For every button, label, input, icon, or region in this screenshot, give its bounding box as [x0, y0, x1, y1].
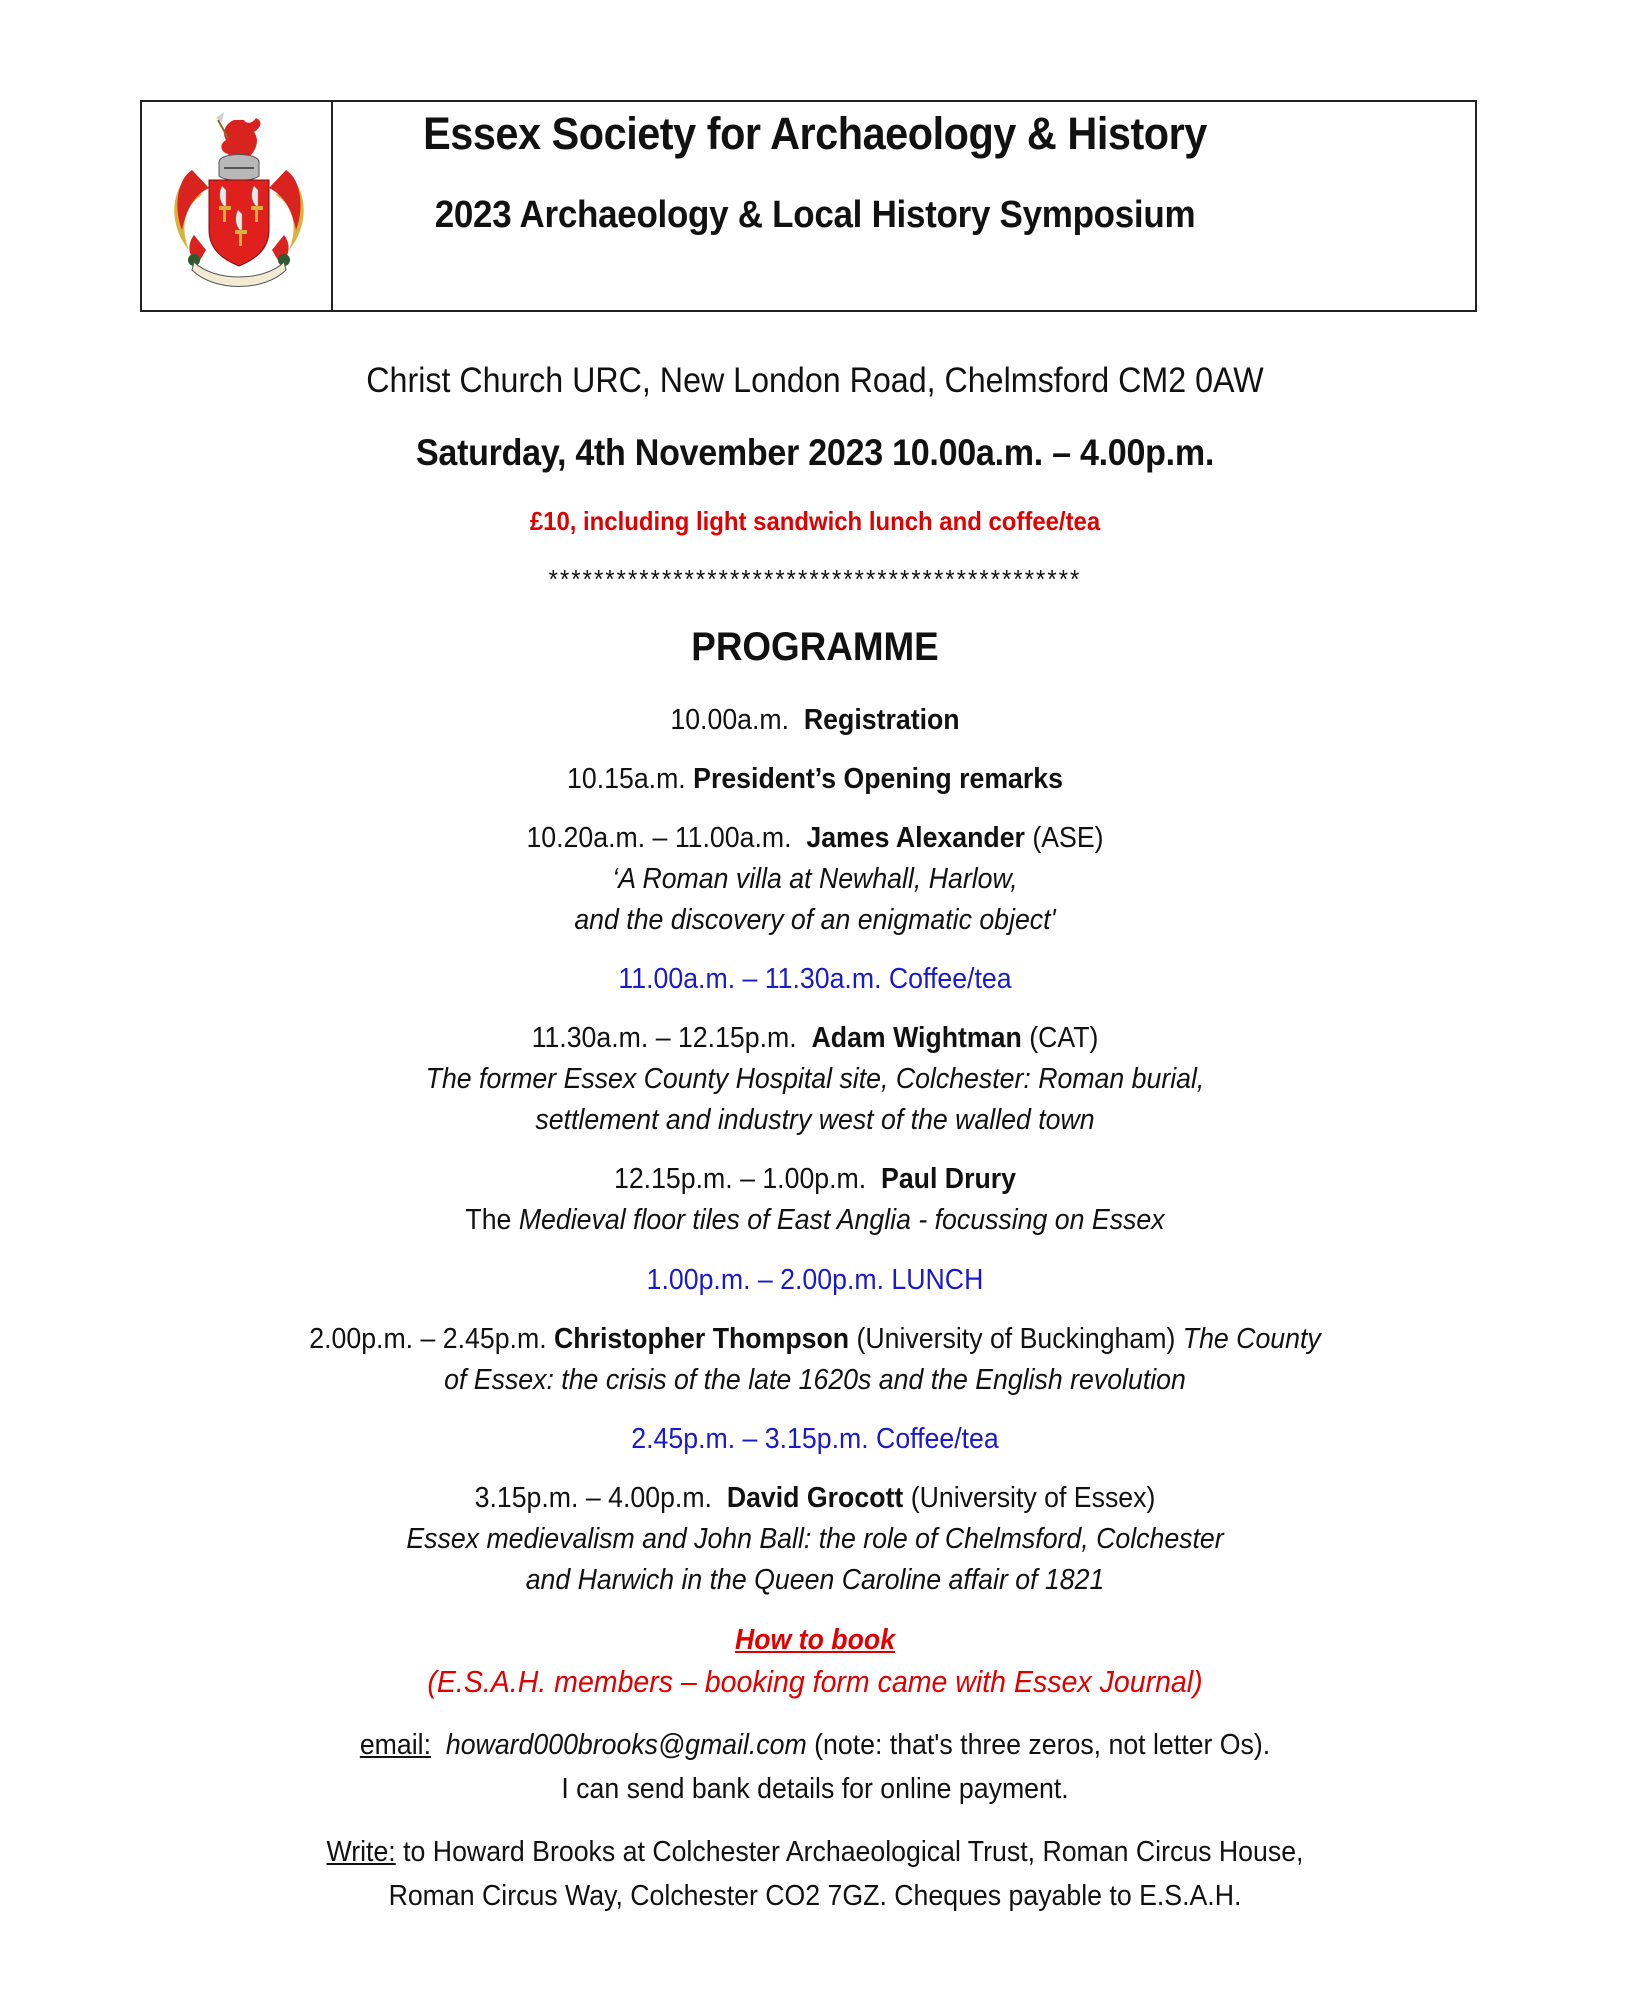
break-item: 11.00a.m. – 11.30a.m. Coffee/tea — [618, 963, 1012, 995]
bank-note: I can send bank details for online payment. — [561, 1773, 1069, 1805]
programme-item — [65, 704, 1565, 737]
programme-item — [65, 1482, 1565, 1515]
org-title: Essex Society for Archaeology & History — [423, 108, 1207, 159]
item-title: President’s Opening remarks — [693, 763, 1063, 795]
talk-line — [65, 1204, 1565, 1237]
talk-title: Medieval floor tiles of East Anglia - focussing on Essex — [518, 1204, 1165, 1236]
price: £10, including light sandwich lunch and coffee/tea — [529, 506, 1101, 536]
members-note: (E.S.A.H. members – booking form came with Essex Journal) — [427, 1664, 1203, 1699]
item-title: Registration — [803, 704, 960, 736]
how-to-book-heading: How to book — [734, 1624, 896, 1656]
speaker-affiliation: (CAT) — [1029, 1022, 1099, 1054]
break-item: 2.45p.m. – 3.15p.m. Coffee/tea — [631, 1423, 999, 1455]
email-address[interactable]: howard000brooks@gmail.com — [445, 1729, 807, 1761]
programme-item — [65, 763, 1565, 796]
talk-title: The County — [1182, 1323, 1321, 1355]
talk-title: The former Essex County Hospital site, Colchester: Roman burial, — [425, 1063, 1205, 1095]
email-line — [65, 1729, 1565, 1762]
talk-title: settlement and industry west of the walled town — [535, 1104, 1095, 1136]
talk-prefix: The — [465, 1204, 512, 1236]
item-time: 10.15a.m. — [567, 763, 686, 795]
item-time: 10.00a.m. — [670, 704, 790, 736]
speaker-name: James Alexander — [806, 822, 1025, 854]
programme-heading: PROGRAMME — [691, 625, 939, 669]
talk-title: Essex medievalism and John Ball: the role of Chelmsford, Colchester — [406, 1523, 1224, 1555]
talk-title: ‘A Roman villa at Newhall, Harlow, — [612, 863, 1018, 895]
item-time: 12.15p.m. – 1.00p.m. — [613, 1163, 867, 1195]
email-label: email: — [359, 1729, 432, 1761]
speaker-name: Adam Wightman — [811, 1022, 1022, 1054]
speaker-name: David Grocott — [726, 1482, 904, 1514]
item-time: 10.20a.m. – 11.00a.m. — [526, 822, 792, 854]
item-time: 11.30a.m. – 12.15p.m. — [531, 1022, 797, 1054]
programme-item — [65, 1323, 1565, 1356]
speaker-name: Christopher Thompson — [554, 1323, 850, 1355]
programme-item — [65, 1163, 1565, 1196]
date-time: Saturday, 4th November 2023 10.00a.m. – 4.00p.m. — [415, 432, 1215, 473]
speaker-affiliation: (ASE) — [1032, 822, 1104, 854]
event-title: 2023 Archaeology & Local History Symposium — [434, 194, 1196, 236]
email-note: (note: that's three zeros, not letter Os). — [814, 1729, 1271, 1761]
talk-title: and Harwich in the Queen Caroline affair of 1821 — [525, 1564, 1105, 1596]
item-time: 2.00p.m. – 2.45p.m. — [309, 1323, 547, 1355]
talk-title: and the discovery of an enigmatic object' — [574, 904, 1056, 936]
speaker-affiliation: (University of Essex) — [910, 1482, 1156, 1514]
write-line — [65, 1836, 1565, 1869]
item-time: 3.15p.m. – 4.00p.m. — [474, 1482, 712, 1514]
write-address-2: Roman Circus Way, Colchester CO2 7GZ. Cheques payable to E.S.A.H. — [388, 1880, 1242, 1912]
break-item: 1.00p.m. – 2.00p.m. LUNCH — [646, 1264, 984, 1296]
programme-item — [65, 822, 1565, 855]
write-address: to Howard Brooks at Colchester Archaeological Trust, Roman Circus House, — [403, 1836, 1304, 1868]
talk-title: of Essex: the crisis of the late 1620s and the English revolution — [444, 1364, 1186, 1396]
write-label: Write: — [326, 1836, 396, 1868]
separator: *********************************************** — [548, 564, 1082, 594]
programme-item — [65, 1022, 1565, 1055]
speaker-affiliation: (University of Buckingham) — [856, 1323, 1176, 1355]
venue: Christ Church URC, New London Road, Chelmsford CM2 0AW — [366, 361, 1264, 400]
speaker-name: Paul Drury — [881, 1163, 1017, 1195]
